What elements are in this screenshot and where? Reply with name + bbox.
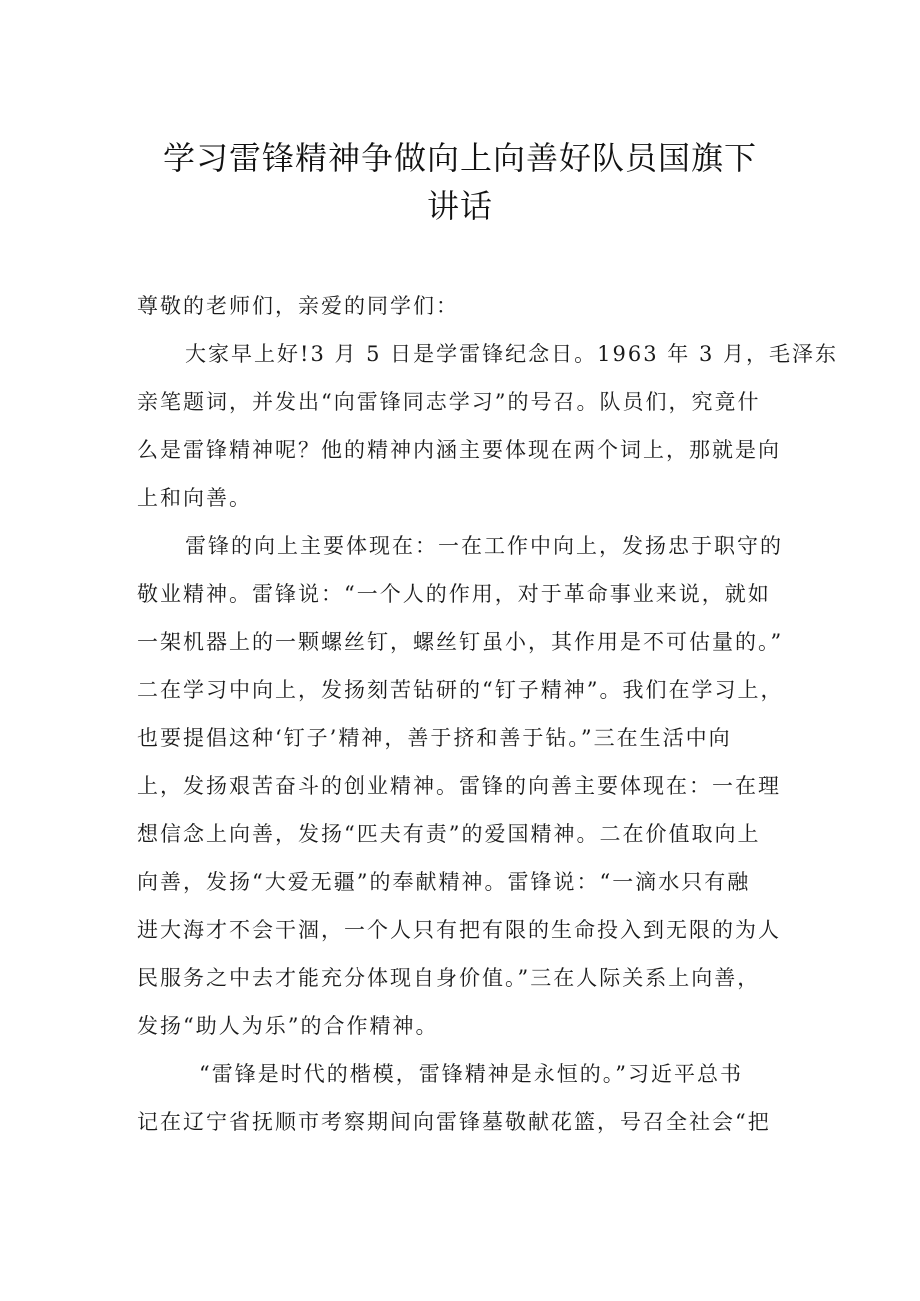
- paragraph-line: 发扬“助人为乐”的合作精神。: [137, 1014, 439, 1038]
- paragraph-line: 上，发扬艰苦奋斗的创业精神。雷锋的向善主要体现在：一在理: [137, 774, 781, 798]
- paragraph-line: 雷锋的向上主要体现在：一在工作中向上，发扬忠于职守的: [185, 534, 783, 558]
- paragraph-line: 二在学习中向上，发扬刻苦钻研的“钉子精神”。我们在学习上，: [137, 678, 784, 702]
- paragraph-line: 亲笔题词，并发出“向雷锋同志学习”的号召。队员们，究竟什: [137, 390, 761, 414]
- paragraph-line: 记在辽宁省抚顺市考察期间向雷锋墓敬献花篮，号召全社会“把: [137, 1110, 771, 1134]
- document-title: [120, 134, 800, 230]
- document-body: [137, 282, 839, 1146]
- greeting: 尊敬的老师们，亲爱的同学们：: [137, 294, 459, 318]
- paragraph-line: 大家早上好!3 月 5 日是学雷锋纪念日。1963 年 3 月，毛泽东: [185, 342, 839, 366]
- paragraph-line: 进大海才不会干涸，一个人只有把有限的生命投入到无限的为人: [137, 918, 781, 942]
- title-line-1: 学习雷锋精神争做向上向善好队员国旗下: [162, 139, 757, 177]
- paragraph-line: 么是雷锋精神呢？他的精神内涵主要体现在两个词上，那就是向: [137, 438, 781, 462]
- paragraph-2: [137, 522, 797, 1050]
- paragraph-1: [137, 330, 839, 522]
- title-line-2: 讲话: [426, 187, 493, 225]
- paragraph-line: 想信念上向善，发扬“匹夫有责”的爱国精神。二在价值取向上: [137, 822, 761, 846]
- paragraph-line: 一架机器上的一颗螺丝钉，螺丝钉虽小，其作用是不可估量的。”: [137, 630, 784, 654]
- paragraph-line: 上和向善。: [137, 486, 252, 510]
- paragraph-line: 民服务之中去才能充分体现自身价值。”三在人际关系上向善，: [137, 966, 761, 990]
- paragraph-3: [137, 1050, 797, 1146]
- paragraph-line: “雷锋是时代的楷模，雷锋精神是永恒的。”习近平总书: [199, 1062, 743, 1086]
- paragraph-line: 敬业精神。雷锋说：“一个人的作用，对于革命事业来说，就如: [137, 582, 771, 606]
- paragraph-line: 向善，发扬“大爱无疆”的奉献精神。雷锋说：“一滴水只有融: [137, 870, 751, 894]
- paragraph-line: 也要提倡这种‘钉子’精神，善于挤和善于钻。”三在生活中向: [137, 726, 732, 750]
